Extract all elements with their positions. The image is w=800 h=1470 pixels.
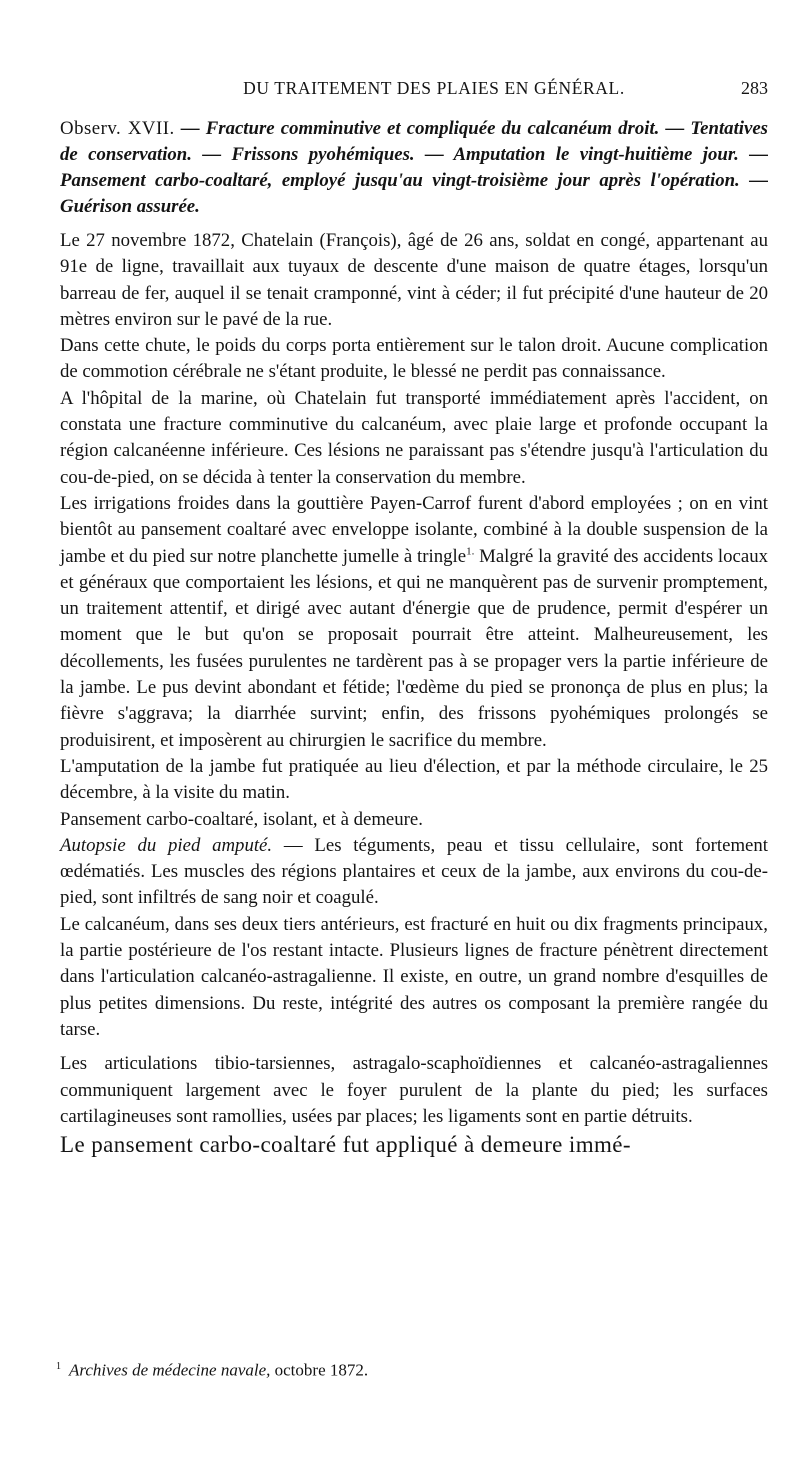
observation-heading: [60, 116, 768, 220]
paragraph-5: L'amputation de la jambe fut pratiquée au lieu d'élection, et par la méthode circulaire, le 25 décembre, à la visite du matin.: [60, 755, 768, 804]
footnote-date: octobre 1872.: [274, 1360, 369, 1380]
paragraph-gap: [60, 1043, 768, 1051]
page-header: [60, 78, 768, 102]
paragraph-9: Les articulations tibio-tarsiennes, astragalo-scaphoïdiennes et calcanéo-astragaliennes communiquent largement avec le foyer purulent de la plante du pied; les surfaces cartilagineuses sont ramollies, usées par places; les ligaments sont en partie détruits.: [60, 1053, 768, 1127]
body-text: [60, 116, 768, 1160]
footnote-source: Archives de médecine navale,: [69, 1360, 271, 1380]
observation-title: — Fracture comminutive et compliquée du calcanéum droit. — Tentatives de conservation. — Frissons pyohémiques. — Amputation le vingt-huitième jour. — Pansement carbo-coaltaré, employé jusqu'au vingt-troisième jour après l'opération. — Guérison assurée.: [60, 118, 768, 217]
paragraph-7: [60, 833, 768, 912]
running-title: DU TRAITEMENT DES PLAIES EN GÉNÉRAL.: [243, 78, 625, 98]
paragraph-4: [60, 491, 768, 754]
paragraph-6: Pansement carbo-coaltaré, isolant, et à demeure.: [60, 808, 423, 830]
paragraph-3: A l'hôpital de la marine, où Chatelain fut transporté immédiatement après l'accident, on constata une fracture comminutive du calcanéum, avec plaie large et profonde occupant la région calcanéenne inférieure. Ces lésions ne paraissant pas s'étendre jusqu'à l'articulation du cou-de-pied, on se décida à tenter la conservation du membre.: [60, 387, 768, 488]
page-number: 283: [741, 78, 768, 98]
paragraph-1: Le 27 novembre 1872, Chatelain (François), âgé de 26 ans, soldat en congé, appartenant au 91e de ligne, travaillait aux tuyaux de descente d'une maison de quatre étages, lorsqu'un barreau de fer, auquel il se tenait cramponné, vint à céder; il fut précipité d'une hauteur de 20 mètres environ sur le pavé de la rue.: [60, 230, 768, 330]
paragraph-8: Le calcanéum, dans ses deux tiers antérieurs, est fracturé en huit ou dix fragments principaux, la partie postérieure de l'os restant intacte. Plusieurs lignes de fracture pénètrent directement dans l'articulation calcanéo-astragalienne. Il existe, en outre, un grand nombre d'esquilles de plus petites dimensions. Du reste, intégrité des autres os composant la première rangée du tarse.: [60, 913, 768, 1040]
paragraph-4-continued: Malgré la gravité des accidents locaux et généraux que comportaient les lésions, et qui ne manquèrent pas de survenir promptement, un traitement attentif, et dirigé avec autant d'énergie que de prudence, permit d'espérer un moment que le but qu'on se proposait pourrait être atteint. Malheureusement, les décollements, les fusées purulentes ne tardèrent pas à se propager vers la partie inférieure de la jambe. Le pus devint abondant et fétide; l'œdème du pied se prononça de plus en plus; la fièvre s'aggrava; la diarrhée survint; enfin, des frissons pyohémiques prolongés se produisirent, et imposèrent au chirurgien le sacrifice du membre.: [60, 545, 768, 751]
footnote: [56, 1356, 756, 1382]
footnote-number: 1: [56, 1361, 61, 1372]
observation-label: Observ. XVII.: [60, 118, 175, 139]
paragraph-2: Dans cette chute, le poids du corps porta entièrement sur le talon droit. Aucune complication de commotion cérébrale ne s'étant produite, le blessé ne perdit pas connaissance.: [60, 335, 768, 383]
footnote-reference: 1.: [466, 545, 475, 558]
paragraph-7-text: — Les téguments, peau et tissu cellulaire, sont fortement œdématiés. Les muscles des régions plantaires et ceux de la jambe, aux environs du cou-de-pied, sont infiltrés de sang noir et coagulé.: [60, 834, 768, 909]
paragraph-4-text: Les irrigations froides dans la gouttière Payen-Carrof furent d'abord employées ; on en vint bientôt au pansement coaltaré avec enveloppe isolante, combiné à la double suspension de la jambe et du pied sur notre planchette jumelle à tringle: [60, 492, 768, 567]
paragraph-10: Le pansement carbo-coaltaré fut appliqué à demeure immé-: [60, 1132, 631, 1158]
autopsy-label: Autopsie du pied amputé.: [60, 834, 273, 856]
